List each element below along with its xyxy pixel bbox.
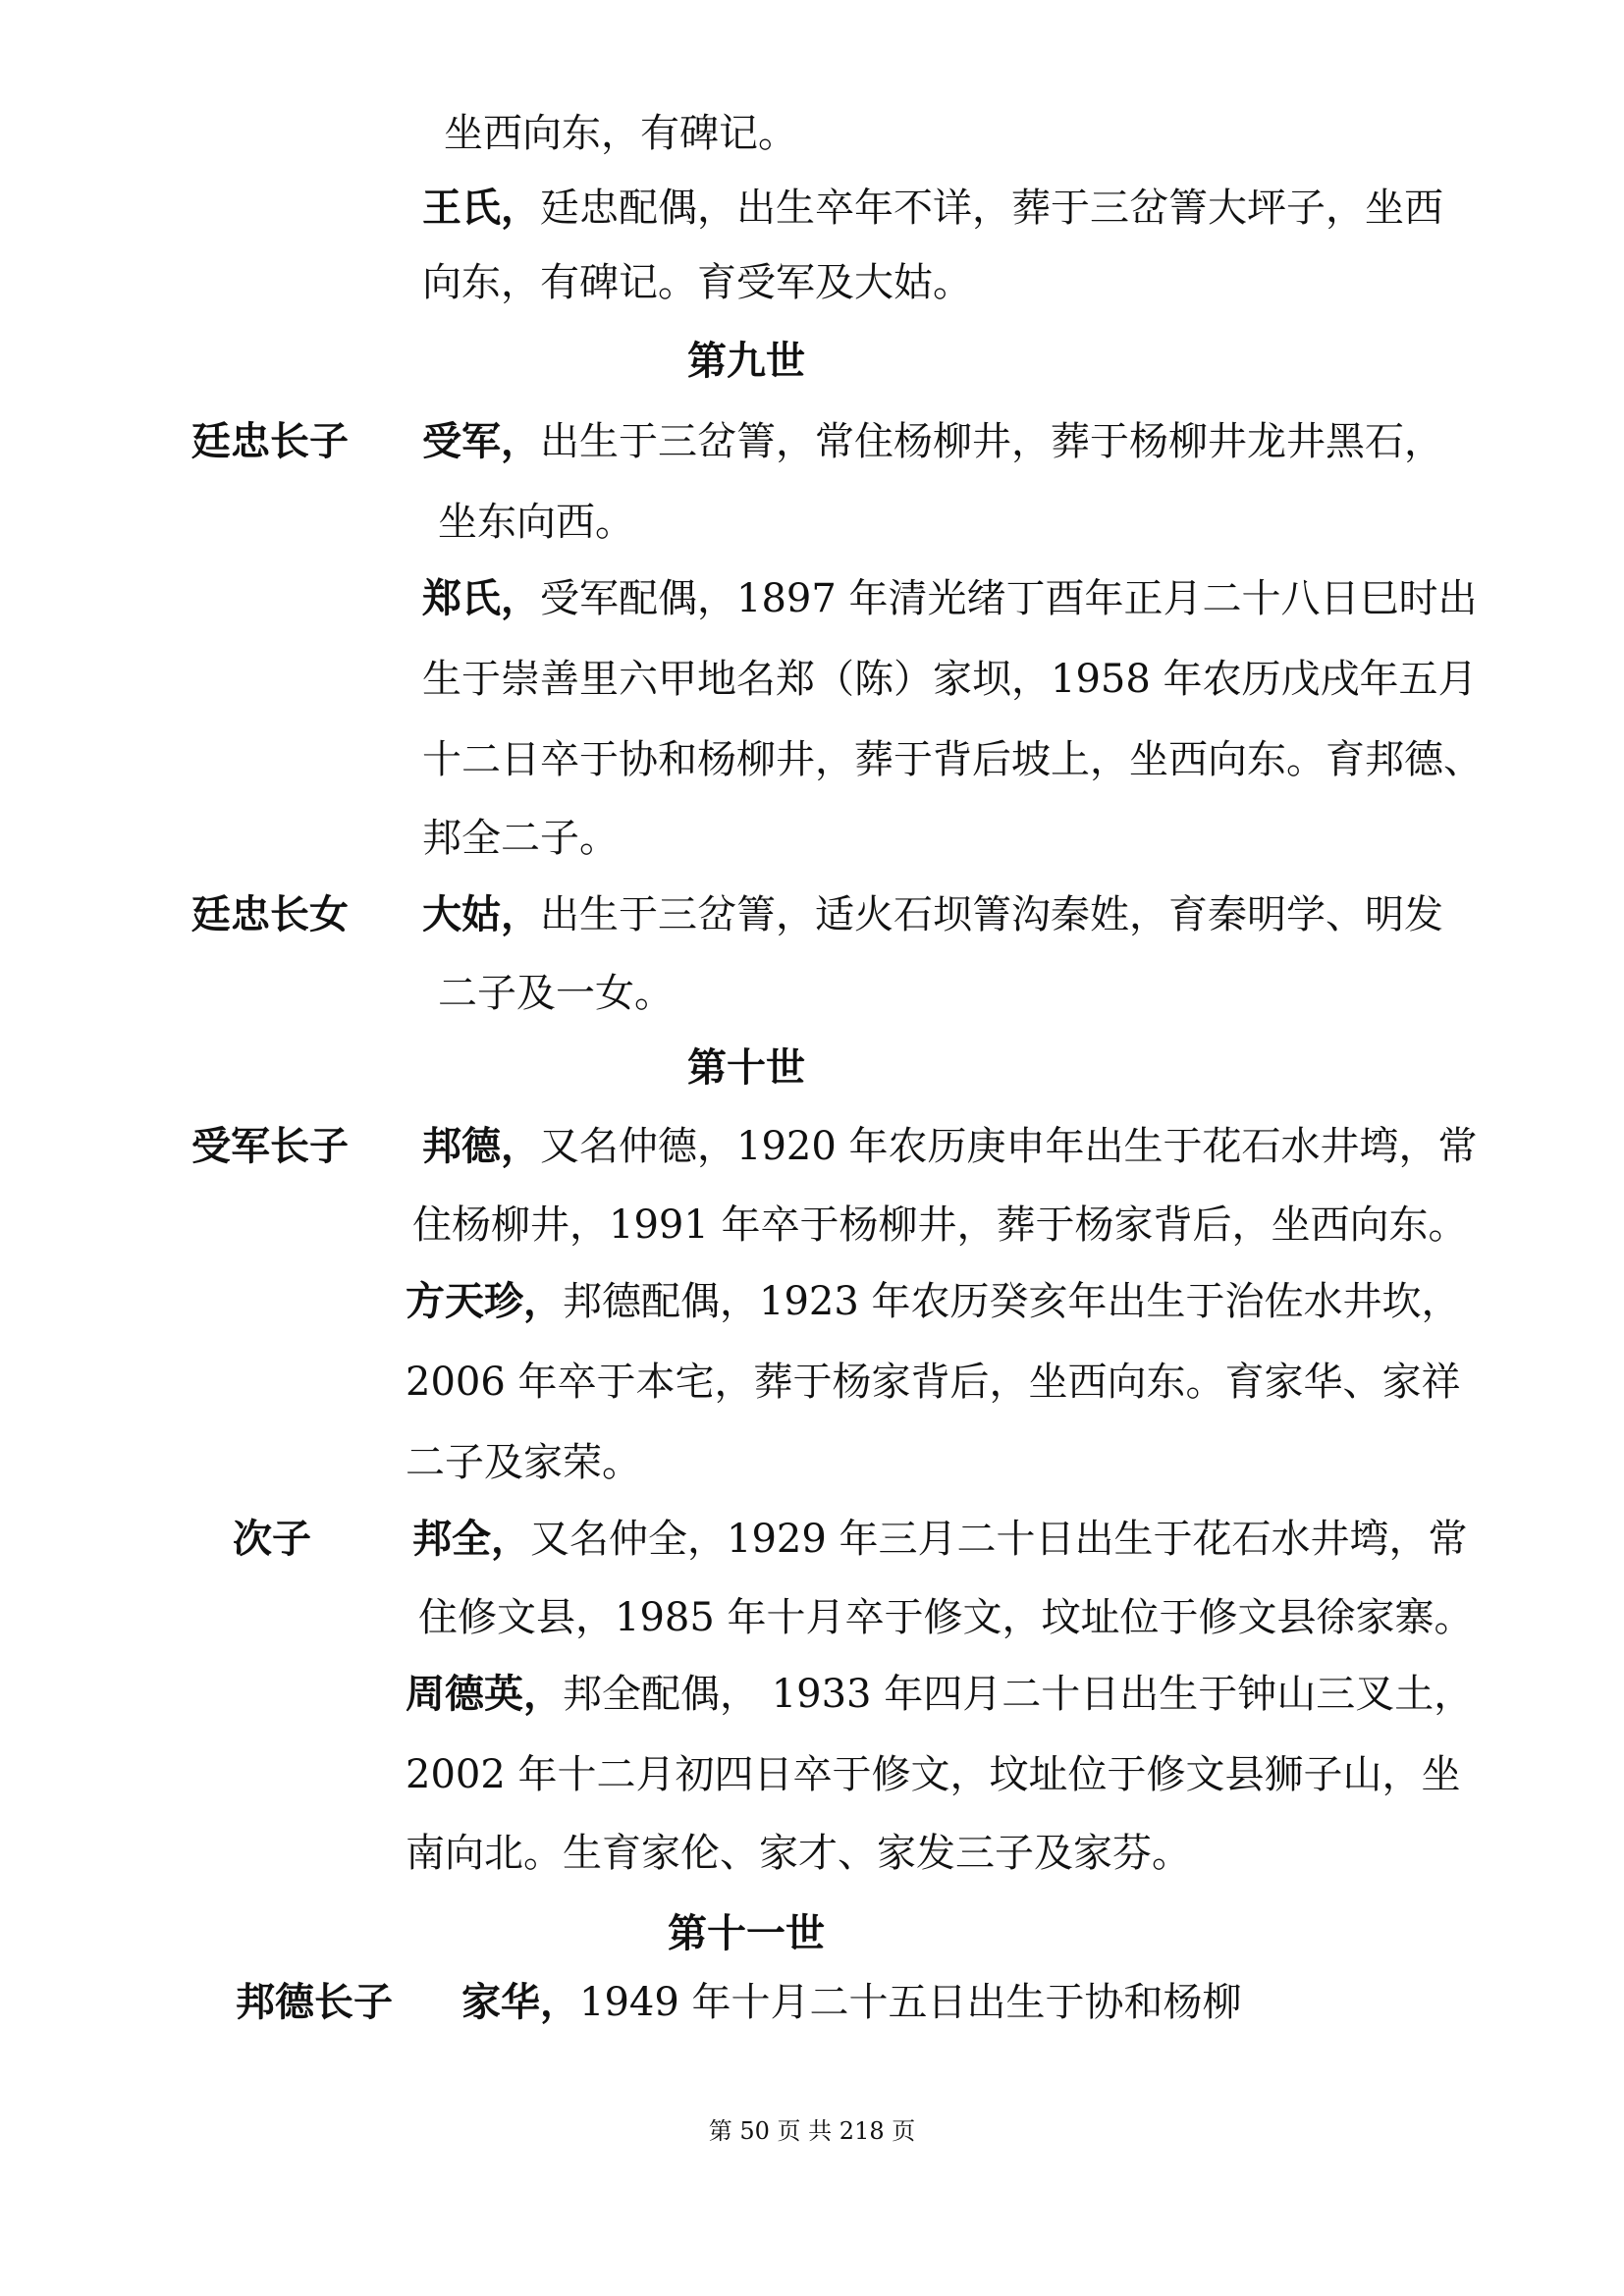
person-detail: 邦德配偶，1923 年农历癸亥年出生于治佐水井坎，	[563, 1279, 1461, 1324]
text-line: 二子及家荣。	[406, 1440, 641, 1485]
person-name: 大姑，	[422, 892, 540, 937]
person-name: 王氏，	[422, 186, 540, 231]
text-line: 十二日卒于协和杨柳井，葬于背后坡上，坐西向东。育邦德、	[422, 737, 1483, 782]
text-line: 南向北。生育家伦、家才、家发三子及家芬。	[406, 1831, 1191, 1876]
relation-label: 邦德长子	[236, 1980, 393, 2025]
person-detail: 又名仲全，1929 年三月二十日出生于花石水井塆，常	[530, 1517, 1468, 1562]
person-detail: 又名仲德，1920 年农历庚申年出生于花石水井塆，常	[540, 1124, 1478, 1169]
text-line: 坐西向东，有碑记。	[444, 111, 797, 156]
person-name: 周德英，	[406, 1672, 563, 1717]
generation-heading: 第九世	[687, 339, 805, 384]
text-line	[422, 887, 1443, 942]
text-line: 2006 年卒于本宅，葬于杨家背后，坐西向东。育家华、家祥	[406, 1360, 1461, 1405]
person-name: 邦德，	[422, 1124, 540, 1169]
text-line	[422, 181, 1443, 236]
text-line	[412, 1512, 1468, 1567]
generation-heading: 第十世	[687, 1045, 805, 1091]
person-detail: 1949 年十月二十五日出生于协和杨柳	[579, 1980, 1242, 2025]
text-line: 住杨柳井，1991 年卒于杨柳井，葬于杨家背后，坐西向东。	[412, 1202, 1468, 1248]
person-name: 郑氏，	[422, 576, 540, 621]
text-line	[422, 1119, 1478, 1174]
person-detail: 受军配偶，1897 年清光绪丁酉年正月二十八日巳时出	[540, 576, 1478, 621]
generation-heading: 第十一世	[668, 1911, 825, 1956]
text-line	[422, 571, 1478, 626]
person-name: 邦全，	[412, 1517, 530, 1562]
person-name: 受军，	[422, 419, 540, 464]
text-line	[461, 1975, 1242, 2030]
text-line: 二子及一女。	[438, 971, 674, 1016]
person-detail: 廷忠配偶，出生卒年不详，葬于三岔箐大坪子，坐西	[540, 186, 1443, 231]
text-line: 住修文县，1985 年十月卒于修文，坟址位于修文县徐家寨。	[418, 1595, 1474, 1640]
text-line: 向东，有碑记。育受军及大姑。	[422, 260, 972, 305]
text-line: 生于崇善里六甲地名郑（陈）家坝，1958 年农历戊戌年五月	[422, 657, 1478, 702]
text-line	[406, 1667, 1473, 1722]
relation-label: 廷忠长子	[191, 419, 349, 464]
relation-label: 受军长子	[191, 1124, 349, 1169]
person-name: 方天珍，	[406, 1279, 563, 1324]
person-detail: 邦全配偶， 1933 年四月二十日出生于钟山三叉土，	[563, 1672, 1474, 1717]
text-line: 2002 年十二月初四日卒于修文，坟址位于修文县狮子山，坐	[406, 1752, 1461, 1797]
page-number-footer: 第 50 页 共 218 页	[708, 2117, 916, 2145]
text-line: 坐东向西。	[438, 500, 634, 545]
person-name: 家华，	[461, 1980, 579, 2025]
text-line	[406, 1274, 1461, 1329]
text-line	[422, 414, 1443, 469]
relation-label: 廷忠长女	[191, 892, 349, 937]
relation-label: 次子	[233, 1517, 311, 1562]
person-detail: 出生于三岔箐，常住杨柳井，葬于杨柳井龙井黑石，	[540, 419, 1443, 464]
person-detail: 出生于三岔箐，适火石坝箐沟秦姓，育秦明学、明发	[540, 892, 1443, 937]
text-line: 邦全二子。	[422, 816, 619, 861]
